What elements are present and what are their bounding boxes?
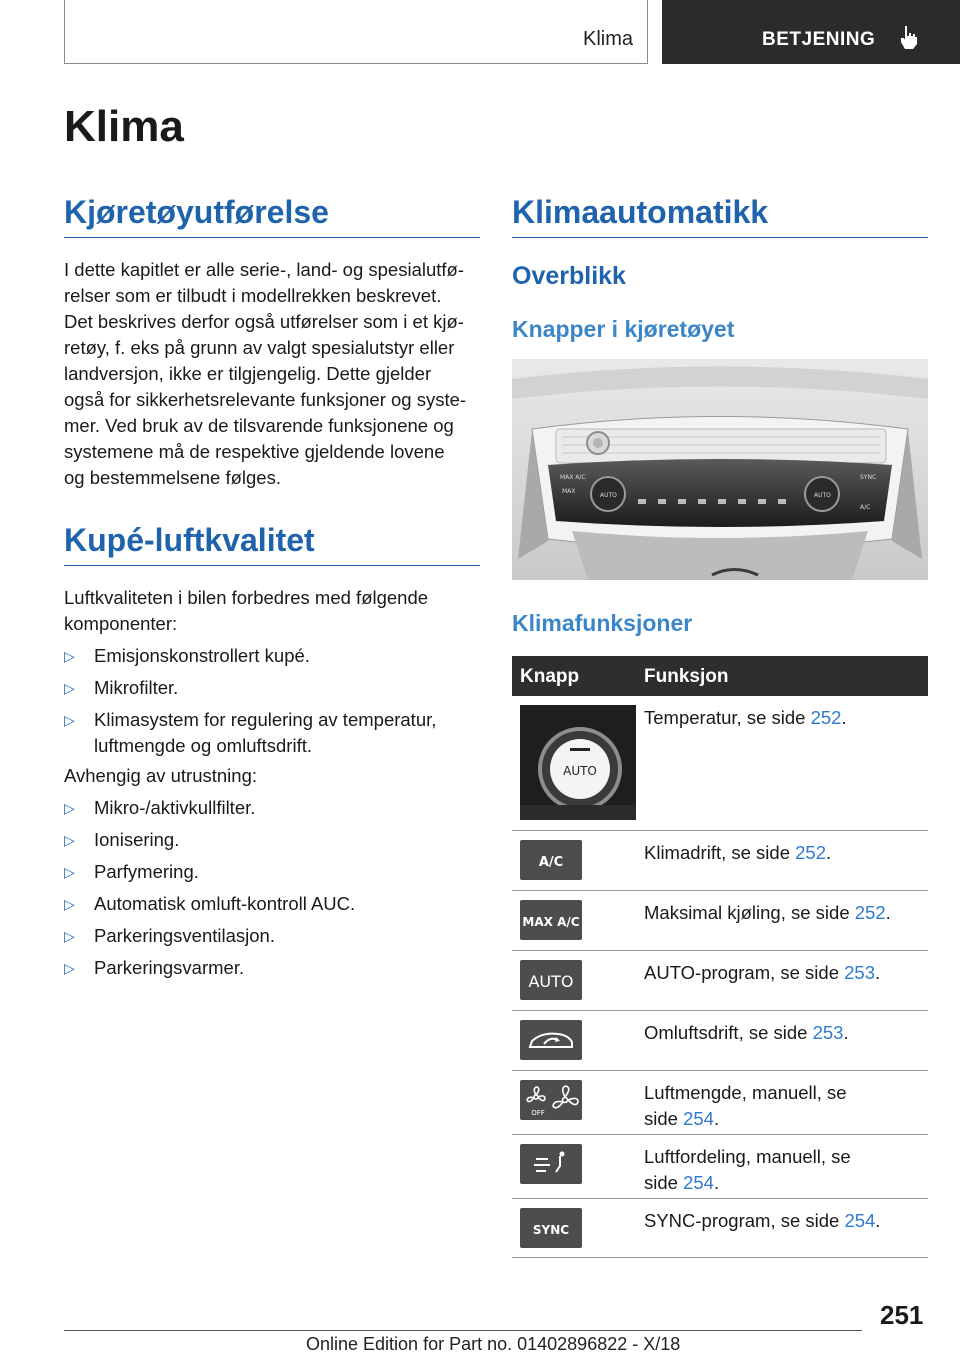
- bullet-marker: ▷: [64, 960, 75, 976]
- text-line: Luftkvaliteten i bilen forbedres med følgende: [64, 587, 429, 608]
- panel-label: A/C: [860, 504, 871, 511]
- max-ac-button-icon: [520, 900, 582, 940]
- text-line: relser som er tilbudt i modellrekken beskrevet.: [64, 285, 442, 306]
- table-row: [512, 951, 928, 1011]
- function-text-end: .: [843, 1022, 849, 1043]
- function-text-end: .: [875, 962, 881, 983]
- function-text-end: .: [875, 1210, 881, 1231]
- function-text: AUTO-program, se side: [644, 962, 845, 983]
- text-line: landversjon, ikke er tilgjengelig. Dette gjelder: [64, 363, 432, 384]
- chapter-tab-label: BETJENING: [762, 29, 876, 50]
- function-text: Omluftsdrift, se side: [644, 1022, 813, 1043]
- function-text-end: .: [713, 1172, 720, 1193]
- list-item: [64, 923, 484, 949]
- climate-panel-illustration: [512, 359, 928, 580]
- header-section-box: [64, 0, 648, 64]
- function-text: Klimadrift, se side: [644, 842, 796, 863]
- text-line: også for sikkerhetsrelevante funksjoner og syste-: [64, 389, 467, 410]
- heading-cabin-air-quality: Kupé-luftkvalitet: [64, 522, 480, 566]
- icon-text: A/C: [538, 855, 564, 870]
- page-link[interactable]: 254: [683, 1172, 714, 1193]
- bullet-text: Parkeringsventilasjon.: [94, 925, 275, 946]
- list-item: [64, 955, 484, 981]
- panel-label: MAX A/C: [560, 474, 586, 481]
- bullet-marker: ▷: [64, 800, 75, 816]
- bullet-marker: ▷: [64, 928, 75, 944]
- page-link[interactable]: 254: [844, 1210, 876, 1231]
- list-item: [64, 859, 484, 885]
- air-distribution-icon: [520, 1144, 582, 1184]
- table-row: [512, 1199, 928, 1258]
- air-quality-intro: [64, 585, 484, 637]
- list-item: [64, 707, 484, 759]
- equipment-note: Avhengig av utrustning:: [64, 765, 258, 786]
- bullet-marker: ▷: [64, 712, 75, 728]
- function-description: [644, 1144, 924, 1196]
- function-description: [644, 960, 924, 986]
- heading-auto-climate: Klimaautomatikk: [512, 194, 928, 238]
- ac-button-icon: [520, 840, 582, 880]
- table-row: [512, 1071, 928, 1135]
- edition-note: Online Edition for Part no. 01402896822 - X/18: [306, 1334, 681, 1354]
- icon-text: AUTO: [528, 972, 574, 991]
- page-link[interactable]: 252: [795, 842, 827, 863]
- table-row: [512, 891, 928, 951]
- icon-text: MAX A/C: [522, 915, 580, 929]
- panel-label: AUTO: [814, 492, 831, 499]
- function-text: Luftfordeling, manuell, se: [644, 1146, 851, 1167]
- function-description: [644, 1080, 924, 1132]
- list-item: [64, 643, 484, 669]
- climate-control-panel-photo: [512, 359, 928, 580]
- vehicle-version-paragraph: [64, 257, 484, 491]
- text-line: I dette kapitlet er alle serie-, land- og spesialutfø-: [64, 259, 464, 280]
- bullet-text: Mikro-/aktivkullfilter.: [94, 797, 256, 818]
- bullet-marker: ▷: [64, 896, 75, 912]
- icon-text: OFF: [531, 1109, 545, 1117]
- fan-speed-icon: [520, 1080, 582, 1120]
- panel-label: SYNC: [860, 474, 877, 481]
- heading-climate-functions: Klimafunksjoner: [512, 610, 693, 636]
- page-link[interactable]: 253: [844, 962, 876, 983]
- bullet-text: luftmengde og omluftsdrift.: [94, 735, 312, 756]
- bullet-marker: ▷: [64, 864, 75, 880]
- function-text: Luftmengde, manuell, se: [644, 1082, 847, 1103]
- list-item: [64, 827, 484, 853]
- function-text: SYNC-program, se side: [644, 1210, 845, 1231]
- function-description: [644, 1208, 924, 1234]
- bullet-marker: ▷: [64, 680, 75, 696]
- footer-divider: [64, 1330, 862, 1331]
- function-description: [644, 840, 924, 866]
- list-item: [64, 891, 484, 917]
- page-link[interactable]: 253: [812, 1022, 844, 1043]
- function-text-end: .: [885, 902, 891, 923]
- bullet-marker: ▷: [64, 832, 75, 848]
- function-text: side: [644, 1108, 684, 1129]
- text-line: mer. Ved bruk av de tilsvarende funksjonene og: [64, 415, 454, 436]
- function-text-end: .: [841, 707, 847, 728]
- function-text-end: .: [826, 842, 832, 863]
- col-header-function: Funksjon: [644, 666, 729, 687]
- table-row: [512, 1011, 928, 1071]
- icon-text: SYNC: [532, 1223, 570, 1237]
- function-text: Maksimal kjøling, se side: [644, 902, 855, 923]
- panel-label: AUTO: [600, 492, 617, 499]
- bullet-text: Parfymering.: [94, 861, 199, 882]
- table-row: [512, 1135, 928, 1199]
- page-number: 251: [880, 1300, 924, 1330]
- temperature-knob-icon: [520, 705, 636, 820]
- function-description: [644, 900, 924, 926]
- bullet-text: Parkeringsvarmer.: [94, 957, 245, 978]
- list-item: [64, 675, 484, 701]
- heading-overview: Overblikk: [512, 262, 626, 290]
- header-section-title: Klima: [582, 28, 633, 50]
- function-text: Temperatur, se side: [644, 707, 811, 728]
- bullet-text: Mikrofilter.: [94, 677, 179, 698]
- panel-label: MAX: [562, 488, 576, 495]
- heading-buttons-in-vehicle: Knapper i kjøretøyet: [512, 316, 735, 342]
- bullet-text: Ionisering.: [94, 829, 180, 850]
- bullet-text: Automatisk omluft-kontroll AUC.: [94, 893, 356, 914]
- auto-button-icon: [520, 960, 582, 1000]
- page-link[interactable]: 254: [683, 1108, 714, 1129]
- table-row: [512, 696, 928, 831]
- chapter-title: Klima: [64, 102, 184, 151]
- function-description: [644, 705, 924, 731]
- sync-button-icon: [520, 1208, 582, 1248]
- text-line: komponenter:: [64, 613, 178, 634]
- text-line: og bestemmelsene følges.: [64, 467, 281, 488]
- page-link[interactable]: 252: [854, 902, 886, 923]
- bullet-text: Klimasystem for regulering av temperatur,: [94, 709, 437, 730]
- text-line: Det beskrives derfor også utførelser som i et kjø-: [64, 311, 464, 332]
- text-line: retøy, f. eks på grunn av valgt spesialutstyr eller: [64, 337, 455, 358]
- bullet-text: Emisjonskonstrollert kupé.: [94, 645, 310, 666]
- text-line: systemene må de respektive gjeldende lovene: [64, 441, 445, 462]
- table-row: [512, 831, 928, 891]
- heading-vehicle-version: Kjøretøyutførelse: [64, 194, 480, 238]
- pointing-hand-icon: [898, 24, 920, 50]
- page-link[interactable]: 252: [810, 707, 842, 728]
- function-description: [644, 1020, 924, 1046]
- icon-text: AUTO: [563, 764, 597, 778]
- function-text-end: .: [713, 1108, 720, 1129]
- function-text: side: [644, 1172, 684, 1193]
- bullet-marker: ▷: [64, 648, 75, 664]
- col-header-button: Knapp: [520, 666, 580, 687]
- chapter-tab[interactable]: [662, 0, 960, 64]
- recirculation-icon: [520, 1020, 582, 1060]
- list-item: [64, 795, 484, 821]
- table-header: [512, 656, 928, 696]
